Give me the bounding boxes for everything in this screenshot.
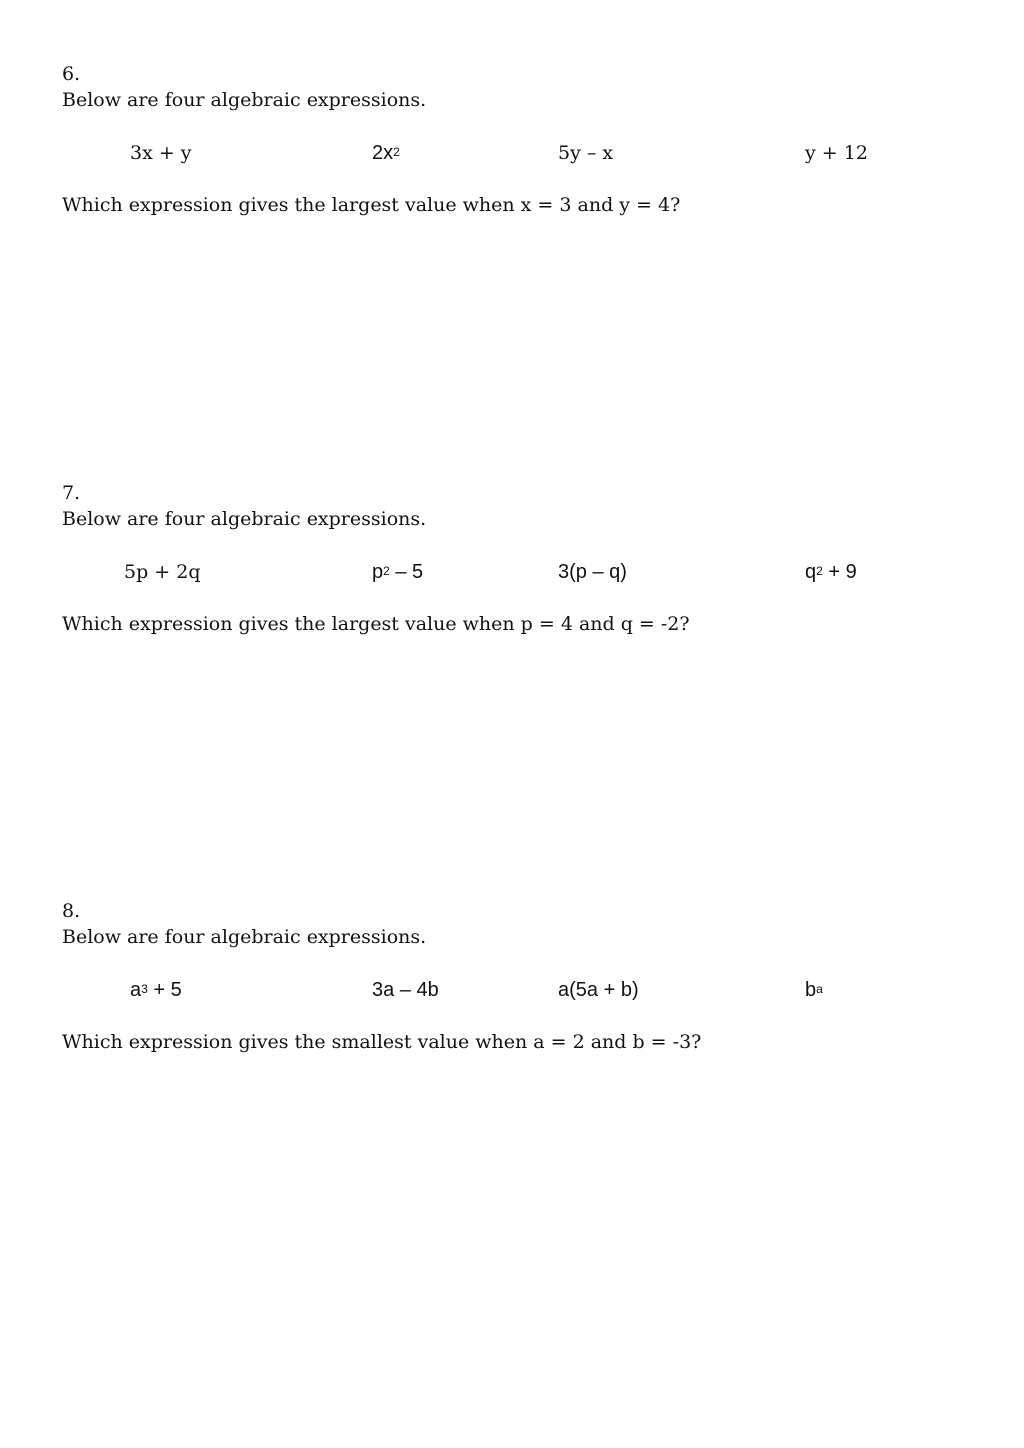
expression-base: a: [130, 979, 142, 1001]
expression-exponent: a: [816, 982, 823, 996]
expression-2: [372, 560, 423, 584]
question-number: 6.: [62, 63, 81, 85]
expression-base: 2x: [372, 142, 394, 164]
expression-exponent: 2: [393, 145, 400, 159]
expression-3: 5y – x: [558, 142, 614, 164]
expression-1: 3x + y: [130, 142, 192, 164]
expression-base: p: [372, 561, 384, 583]
expression-3: 3(p – q): [558, 561, 627, 583]
expression-exponent: 2: [383, 564, 390, 578]
question-intro: Below are four algebraic expressions.: [62, 926, 427, 948]
expression-1: 5p + 2q: [124, 561, 201, 583]
expression-tail: – 5: [389, 561, 424, 583]
question-intro: Below are four algebraic expressions.: [62, 89, 427, 111]
expression-exponent: 2: [816, 564, 823, 578]
question-number: 7.: [62, 482, 81, 504]
expression-2: 3a – 4b: [372, 979, 439, 1001]
question-prompt: Which expression gives the largest value when x = 3 and y = 4?: [62, 194, 681, 216]
expression-4: [805, 978, 823, 1002]
expression-base: q: [805, 561, 817, 583]
question-6: [62, 62, 962, 262]
expression-base: b: [805, 979, 817, 1001]
question-prompt: Which expression gives the largest value when p = 4 and q = -2?: [62, 613, 690, 635]
expression-3: a(5a + b): [558, 979, 639, 1001]
expression-2: [372, 141, 400, 165]
expression-1: [130, 978, 182, 1002]
question-prompt: Which expression gives the smallest value when a = 2 and b = -3?: [62, 1031, 702, 1053]
question-intro: Below are four algebraic expressions.: [62, 508, 427, 530]
expression-tail: + 9: [822, 561, 857, 583]
question-8: [62, 899, 962, 1099]
question-7: [62, 481, 962, 681]
expression-tail: + 5: [147, 979, 182, 1001]
expression-exponent: 3: [141, 982, 148, 996]
question-number: 8.: [62, 900, 81, 922]
expression-4: y + 12: [805, 142, 868, 164]
expression-4: [805, 560, 857, 584]
